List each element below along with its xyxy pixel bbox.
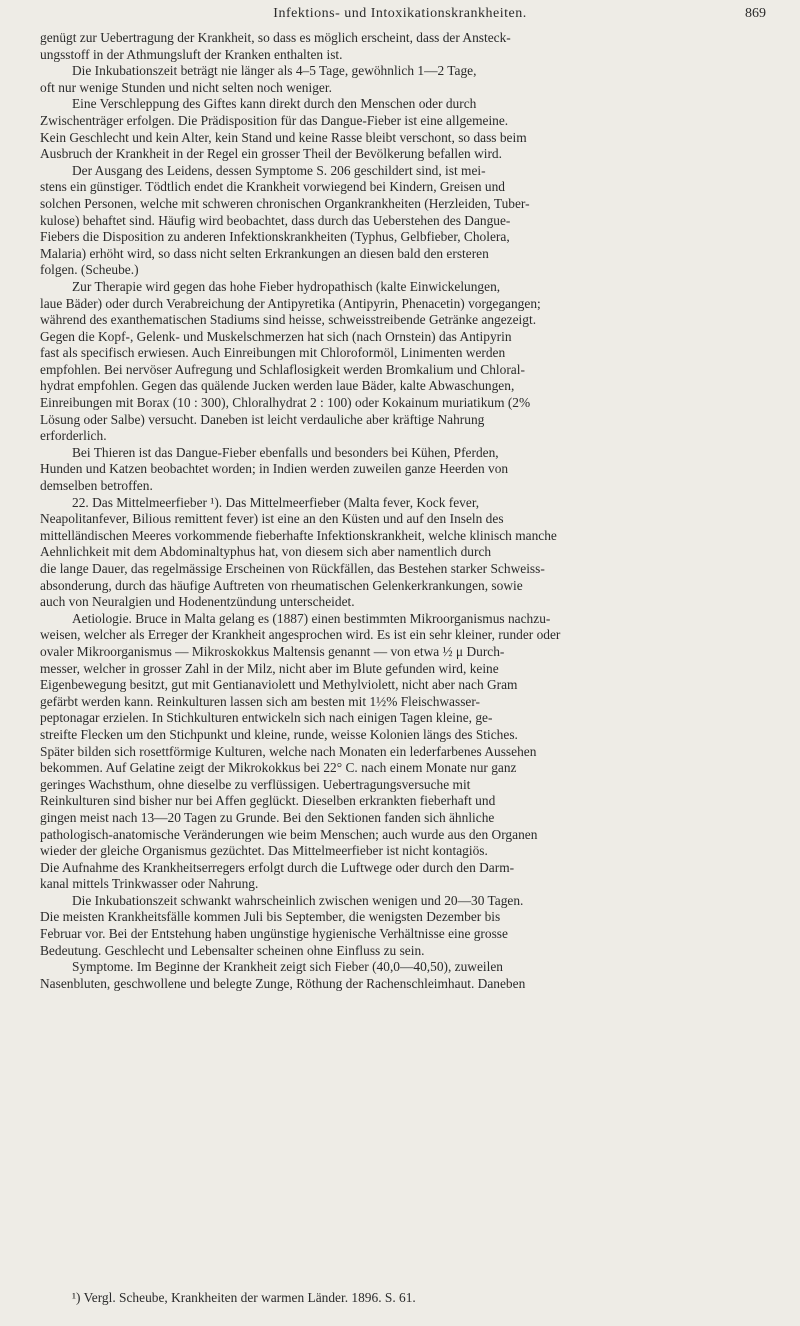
text-line: Die meisten Krankheitsfälle kommen Juli bis September, die wenigsten Dezember bis [40,909,501,925]
text-line: Der Ausgang des Leidens, dessen Symptome S. 206 geschildert sind, ist mei- [72,162,486,178]
text-line: Lösung oder Salbe) versucht. Daneben ist leicht verdauliche aber kräftige Nahrung [40,411,485,427]
text-line: Zur Therapie wird gegen das hohe Fieber hydropathisch (kalte Einwickelungen, [72,278,501,294]
text-line: mittelländischen Meeres vorkommende fieberhafte Infektionskrankheit, welche klinisch manche [40,527,557,543]
text-line: Einreibungen mit Borax (10 : 300), Chloralhydrat 2 : 100) oder Kokainum muriatikum (2% [40,395,531,411]
text-line: Hunden und Katzen beobachtet worden; in Indien werden zuweilen ganze Heerden von [40,461,509,477]
text-line: empfohlen. Bei nervöser Aufregung und Schlaflosigkeit werden Bromkalium und Chloral- [40,361,525,377]
text-line: gefärbt werden kann. Reinkulturen lassen sich am besten mit 1½% Fleischwasser- [40,693,481,709]
text-line: kulose) behaftet sind. Häufig wird beobachtet, dass durch das Ueberstehen des Dangue- [40,212,511,228]
text-line: Später bilden sich rosettförmige Kulturen, welche nach Monaten ein lederfarbenes Aussehen [40,743,537,759]
text-line: gingen meist nach 13—20 Tagen zu Grunde. Bei den Sektionen fanden sich ähnliche [40,809,495,825]
text-line: Gegen die Kopf-, Gelenk- und Muskelschmerzen hat sich (nach Ornstein) das Antipyrin [40,328,512,344]
text-line: stens ein günstiger. Tödtlich endet die Krankheit vorwiegend bei Kindern, Greisen und [40,179,505,195]
body-text [40,30,768,992]
text-line: bekommen. Auf Gelatine zeigt der Mikrokokkus bei 22° C. nach einem Monate nur ganz [40,760,517,776]
text-line: Ausbruch der Krankheit in der Regel ein grosser Theil der Bevölkerung befallen wird. [40,146,502,162]
text-line: folgen. (Scheube.) [40,262,139,278]
text-line: hydrat empfohlen. Gegen das quälende Jucken werden laue Bäder, kalte Abwaschungen, [40,378,515,394]
text-line: geringes Wachsthum, ohne dieselbe zu verflüssigen. Uebertragungsversuche mit [40,776,471,792]
text-line: wieder der gleiche Organismus gezüchtet. Das Mittelmeerfieber ist nicht kontagiös. [40,843,488,859]
text-line: Symptome. Im Beginne der Krankheit zeigt sich Fieber (40,0—40,50), zuweilen [72,959,503,975]
text-line: Februar vor. Bei der Entstehung haben ungünstige hygienische Verhältnisse eine grosse [40,926,508,942]
text-line: peptonagar erzielen. In Stichkulturen entwickeln sich nach einigen Tagen kleine, ge- [40,710,493,726]
text-line: Malaria) erhöht wird, so dass nicht selten Erkrankungen an diesen bald den ersteren [40,245,489,261]
text-line: Aetiologie. Bruce in Malta gelang es (1887) einen bestimmten Mikroorganismus nachzu- [72,610,551,626]
running-head [0,6,800,28]
text-line: kanal mittels Trinkwasser oder Nahrung. [40,876,259,892]
text-line: pathologisch-anatomische Veränderungen wie beim Menschen; auch wurde aus den Organen [40,826,538,842]
text-line: Fiebers die Disposition zu anderen Infektionskrankheiten (Typhus, Gelbfieber, Cholera, [40,229,510,245]
text-line: die lange Dauer, das regelmässige Erscheinen von Rückfällen, das Bestehen starker Schweiss- [40,561,545,576]
text-line: Nasenbluten, geschwollene und belegte Zunge, Röthung der Rachenschleimhaut. Daneben [40,975,526,991]
text-line: solchen Personen, welche mit schweren chronischen Organkrankheiten (Herzleiden, Tuber- [40,195,530,211]
text-line: Kein Geschlecht und kein Alter, kein Stand und keine Rasse bleibt verschont, so dass beim [40,129,527,145]
page-number: 869 [745,6,766,21]
text-line: weisen, welcher als Erreger der Krankheit angesprochen wird. Es ist ein sehr kleiner, runder oder [40,627,561,643]
text-line: Die Aufnahme des Krankheitserregers erfolgt durch die Luftwege oder durch den Darm- [40,859,515,875]
text-line: erforderlich. [40,428,107,444]
text-line: 22. Das Mittelmeerfieber ¹). Das Mittelmeerfieber (Malta fever, Kock fever, [72,494,480,510]
text-line: Eine Verschleppung des Giftes kann direkt durch den Menschen oder durch [72,96,477,112]
text-line: absonderung, durch das häufige Auftreten von rheumatischen Gelenkerkrankungen, sowie [40,577,523,593]
text-line: ungsstoff in der Athmungsluft der Kranken enthalten ist. [40,46,343,62]
text-line: ovaler Mikroorganismus — Mikroskokkus Maltensis genannt — von etwa ½ μ Durch- [40,643,505,659]
text-line: streifte Flecken um den Stichpunkt und kleine, runde, weisse Kolonien längs des Stiches. [40,726,518,742]
text-line: oft nur wenige Stunden und nicht selten noch weniger. [40,79,332,95]
text-line: Die Inkubationszeit beträgt nie länger als 4–5 Tage, gewöhnlich 1—2 Tage, [72,63,477,79]
text-line: Bei Thieren ist das Dangue-Fieber ebenfalls und besonders bei Kühen, Pferden, [72,444,499,460]
text-line: Eigenbewegung besitzt, gut mit Gentianaviolett und Methylviolett, nicht aber nach Gram [40,677,518,693]
text-line: messer, welcher in grosser Zahl in der Milz, nicht aber im Blute gefunden wird, keine [40,660,499,676]
text-line: Bedeutung. Geschlecht und Lebensalter scheinen ohne Einfluss zu sein. [40,942,425,958]
text-line: Aehnlichkeit mit dem Abdominaltyphus hat, von diesem sich aber namentlich durch [40,544,492,560]
text-line: genügt zur Uebertragung der Krankheit, so dass es möglich erscheint, dass der Ansteck- [40,30,511,45]
text-line: auch von Neuralgien und Hodenentzündung unterscheidet. [40,594,355,610]
text-line: Die Inkubationszeit schwankt wahrscheinlich zwischen wenigen und 20—30 Tagen. [72,892,524,908]
text-line: fast als specifisch erwiesen. Auch Einreibungen mit Chloroformöl, Linimenten werden [40,345,506,361]
text-line: Neapolitanfever, Bilious remittent fever) ist eine an den Küsten und auf den Inseln des [40,511,504,527]
text-line: demselben betroffen. [40,478,153,494]
text-line: Reinkulturen sind bisher nur bei Affen geglückt. Dieselben erkrankten fieberhaft und [40,793,496,809]
text-line: Zwischenträger erfolgen. Die Prädisposition für das Dangue-Fieber ist eine allgemeine. [40,112,509,128]
text-line: laue Bäder) oder durch Verabreichung der Antipyretika (Antipyrin, Phenacetin) vorgegangen; [40,295,541,311]
running-head-title: Infektions- und Intoxikationskrankheiten. [273,6,527,21]
footnote: ¹) Vergl. Scheube, Krankheiten der warmen Länder. 1896. S. 61. [72,1290,416,1305]
text-line: während des exanthematischen Stadiums sind heisse, schweisstreibende Getränke angezeigt. [40,312,537,328]
